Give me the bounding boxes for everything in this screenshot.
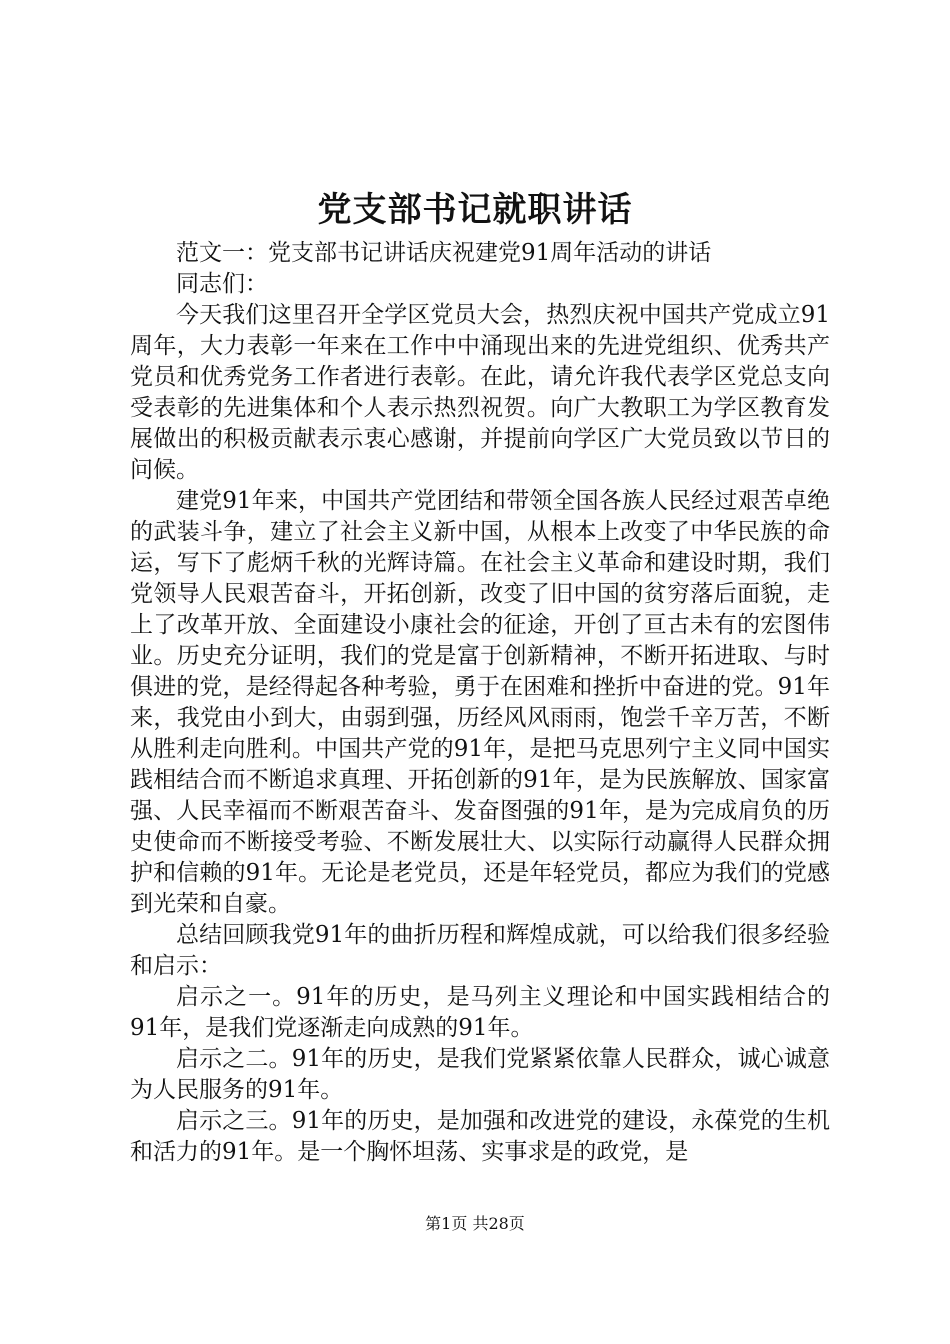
paragraph-insight-3: 启示之三。91年的历史，是加强和改进党的建设，永葆党的生机和活力的91年。是一个胸怀坦荡、实事求是的政党，是 xyxy=(130,1108,830,1165)
paragraph-salutation: 同志们： xyxy=(176,271,268,297)
paragraph-sample-heading: 范文一：党支部书记讲话庆祝建党91周年活动的讲话 xyxy=(176,240,712,266)
paragraph-summary: 总结回顾我党91年的曲折历程和辉煌成就，可以给我们很多经验和启示： xyxy=(130,922,830,979)
paragraph-history: 建党91年来，中国共产党团结和带领全国各族人民经过艰苦卓绝的武装斗争，建立了社会主义新中国，从根本上改变了中华民族的命运，写下了彪炳千秋的光辉诗篇。在社会主义革命和建设时期，我们党领导人民艰苦奋斗，开拓创新，改变了旧中国的贫穷落后面貌，走上了改革开放、全面建设小康社会的征途，开创了亘古未有的宏图伟业。历史充分证明，我们的党是富于创新精神，不断开拓进取、与时俱进的党，是经得起各种考验，勇于在困难和挫折中奋进的党。91年来，我党由小到大，由弱到强，历经风风雨雨，饱尝千辛万苦，不断从胜利走向胜利。中国共产党的91年，是把马克思列宁主义同中国实践相结合而不断追求真理、开拓创新的91年，是为民族解放、国家富强、人民幸福而不断艰苦奋斗、发奋图强的91年，是为完成肩负的历史使命而不断接受考验、不断发展壮大、以实际行动赢得人民群众拥护和信赖的91年。无论是老党员，还是年轻党员，都应为我们的党感到光荣和自豪。 xyxy=(130,488,830,917)
paragraph-insight-2: 启示之二。91年的历史，是我们党紧紧依靠人民群众，诚心诚意为人民服务的91年。 xyxy=(130,1046,830,1103)
document-title: 党支部书记就职讲话 xyxy=(317,190,633,230)
page-number-footer: 第1页 共28页 xyxy=(425,1214,525,1233)
paragraph-insight-1: 启示之一。91年的历史，是马列主义理论和中国实践相结合的91年，是我们党逐渐走向成熟的91年。 xyxy=(130,984,830,1041)
document-body xyxy=(130,238,830,1168)
paragraph-opening: 今天我们这里召开全学区党员大会，热烈庆祝中国共产党成立91周年，大力表彰一年来在工作中中涌现出来的先进党组织、优秀共产党员和优秀党务工作者进行表彰。在此，请允许我代表学区党总支向受表彰的先进集体和个人表示热烈祝贺。向广大教职工为学区教育发展做出的积极贡献表示衷心感谢，并提前向学区广大党员致以节日的问候。 xyxy=(130,302,830,483)
